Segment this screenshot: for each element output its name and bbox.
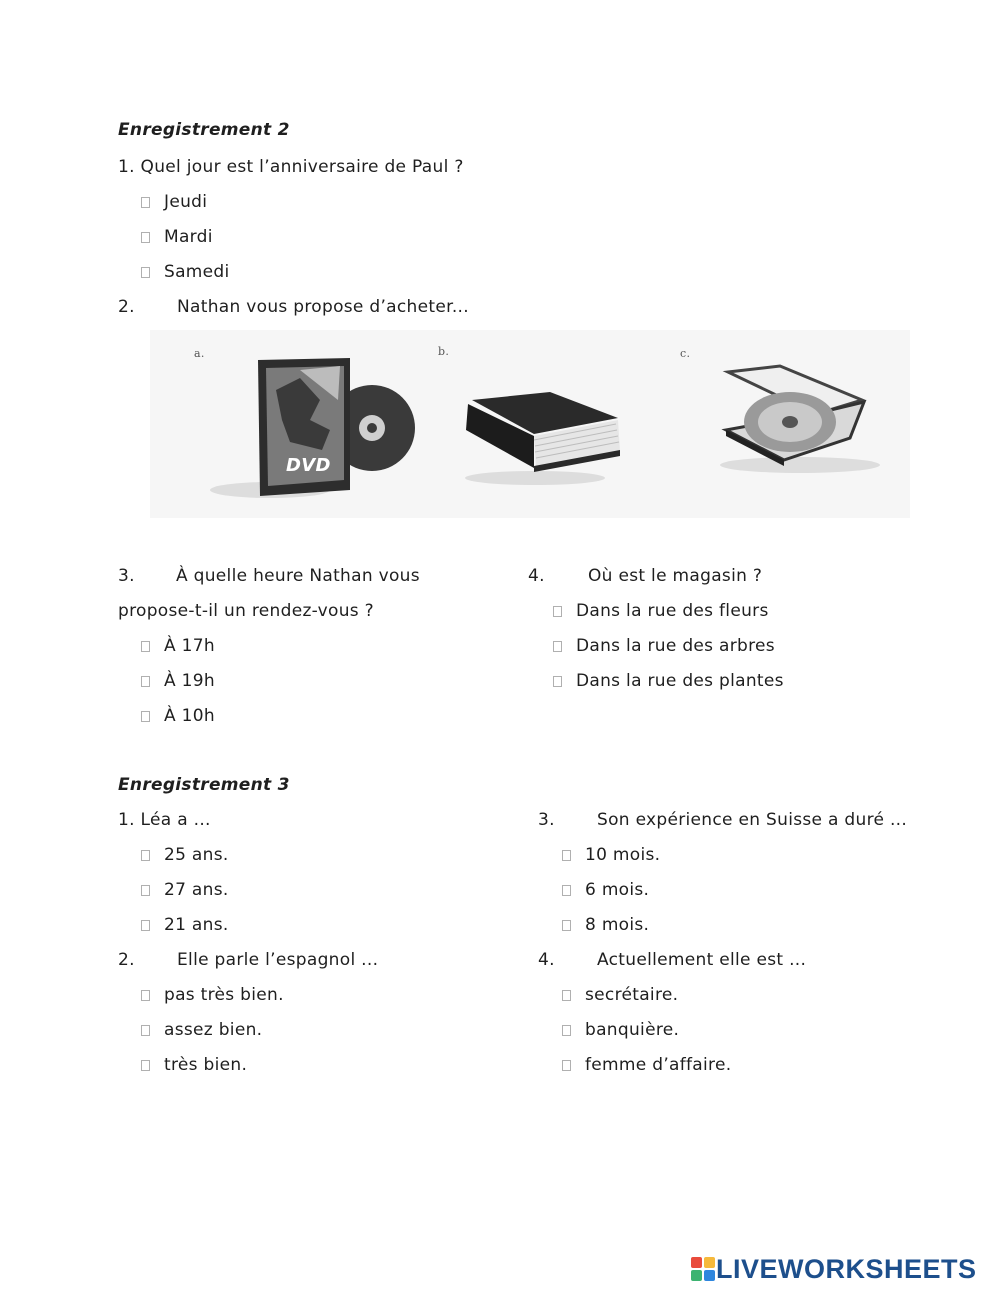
s3-q4-option-3: femme d’affaire.: [585, 1055, 732, 1075]
s3-q3-option-3: 8 mois.: [585, 915, 650, 935]
s2-q3-checkbox-3[interactable]: [141, 711, 150, 722]
image-a-label: a.: [194, 347, 205, 360]
s2-q3-checkbox-2[interactable]: [141, 676, 150, 687]
s2-q2-text: Nathan vous propose d’acheter...: [177, 297, 469, 317]
s2-q1-checkbox-2[interactable]: [141, 232, 150, 243]
s3-q3-option-2: 6 mois.: [585, 880, 650, 900]
s3-q4-number: 4.: [538, 950, 555, 970]
s3-q3-checkbox-3[interactable]: [562, 920, 571, 931]
s2-q3-checkbox-1[interactable]: [141, 641, 150, 652]
s3-q4-checkbox-3[interactable]: [562, 1060, 571, 1071]
s2-q4-checkbox-3[interactable]: [553, 676, 562, 687]
s2-q1-number: 1.: [118, 157, 135, 177]
s3-q3-number: 3.: [538, 810, 555, 830]
s3-q1-option-3: 21 ans.: [164, 915, 229, 935]
s3-q3-checkbox-2[interactable]: [562, 885, 571, 896]
section-2-heading: Enregistrement 2: [118, 120, 290, 140]
s2-q4-option-3: Dans la rue des plantes: [576, 671, 784, 691]
s3-q4-option-2: banquière.: [585, 1020, 680, 1040]
s3-q4-option-1: secrétaire.: [585, 985, 679, 1005]
s3-q2-checkbox-2[interactable]: [141, 1025, 150, 1036]
s2-q1: [118, 156, 464, 178]
s3-q1-option-1: 25 ans.: [164, 845, 229, 865]
s2-q4-checkbox-1[interactable]: [553, 606, 562, 617]
s3-q4-checkbox-2[interactable]: [562, 1025, 571, 1036]
image-c-label: c.: [680, 347, 691, 360]
s2-q4-option-1: Dans la rue des fleurs: [576, 601, 769, 621]
s3-q2-option-2: assez bien.: [164, 1020, 263, 1040]
s3-q2-option-3: très bien.: [164, 1055, 248, 1075]
s3-q1-checkbox-1[interactable]: [141, 850, 150, 861]
s3-q3-text: Son expérience en Suisse a duré ...: [597, 810, 908, 830]
section-3-heading: Enregistrement 3: [118, 775, 290, 795]
s3-q1: [118, 809, 211, 831]
s2-q3-option-2: À 19h: [164, 671, 215, 691]
s3-q4-checkbox-1[interactable]: [562, 990, 571, 1001]
s3-q1-text: Léa a ...: [140, 810, 211, 830]
s2-q1-option-1: Jeudi: [164, 192, 208, 212]
s2-q1-checkbox-1[interactable]: [141, 197, 150, 208]
s3-q3-option-1: 10 mois.: [585, 845, 661, 865]
s2-q4-number: 4.: [528, 566, 545, 586]
s3-q2-text: Elle parle l’espagnol ...: [177, 950, 379, 970]
s2-q4-option-2: Dans la rue des arbres: [576, 636, 775, 656]
s3-q1-number: 1.: [118, 810, 135, 830]
s2-q1-option-2: Mardi: [164, 227, 213, 247]
s2-q1-option-3: Samedi: [164, 262, 230, 282]
s3-q2-checkbox-1[interactable]: [141, 990, 150, 1001]
s3-q1-option-2: 27 ans.: [164, 880, 229, 900]
s2-q3-option-1: À 17h: [164, 636, 215, 656]
s3-q2-number: 2.: [118, 950, 135, 970]
product-images: [150, 330, 910, 518]
dvd-logo-text: DVD: [286, 455, 331, 476]
s2-q4-text: Où est le magasin ?: [588, 566, 763, 586]
s3-q2-checkbox-3[interactable]: [141, 1060, 150, 1071]
s3-q3-checkbox-1[interactable]: [562, 850, 571, 861]
s2-q3-option-3: À 10h: [164, 706, 215, 726]
s3-q2-option-1: pas très bien.: [164, 985, 284, 1005]
liveworksheets-logo-text: LIVEWORKSHEETS: [716, 1253, 977, 1284]
s2-q3-text-line1: À quelle heure Nathan vous: [176, 566, 420, 586]
s2-q4-checkbox-2[interactable]: [553, 641, 562, 652]
s2-q1-text: Quel jour est l’anniversaire de Paul ?: [140, 157, 464, 177]
liveworksheets-logo[interactable]: [690, 1252, 977, 1286]
s2-q3-text-line2: propose-t-il un rendez-vous ?: [118, 601, 374, 621]
s2-q2-number: 2.: [118, 297, 135, 317]
s3-q1-checkbox-2[interactable]: [141, 885, 150, 896]
s2-q1-checkbox-3[interactable]: [141, 267, 150, 278]
s3-q4-text: Actuellement elle est ...: [597, 950, 807, 970]
liveworksheets-logo-icon: [690, 1256, 716, 1282]
image-b-label: b.: [438, 345, 450, 358]
s2-q3-number: 3.: [118, 566, 135, 586]
s3-q1-checkbox-3[interactable]: [141, 920, 150, 931]
